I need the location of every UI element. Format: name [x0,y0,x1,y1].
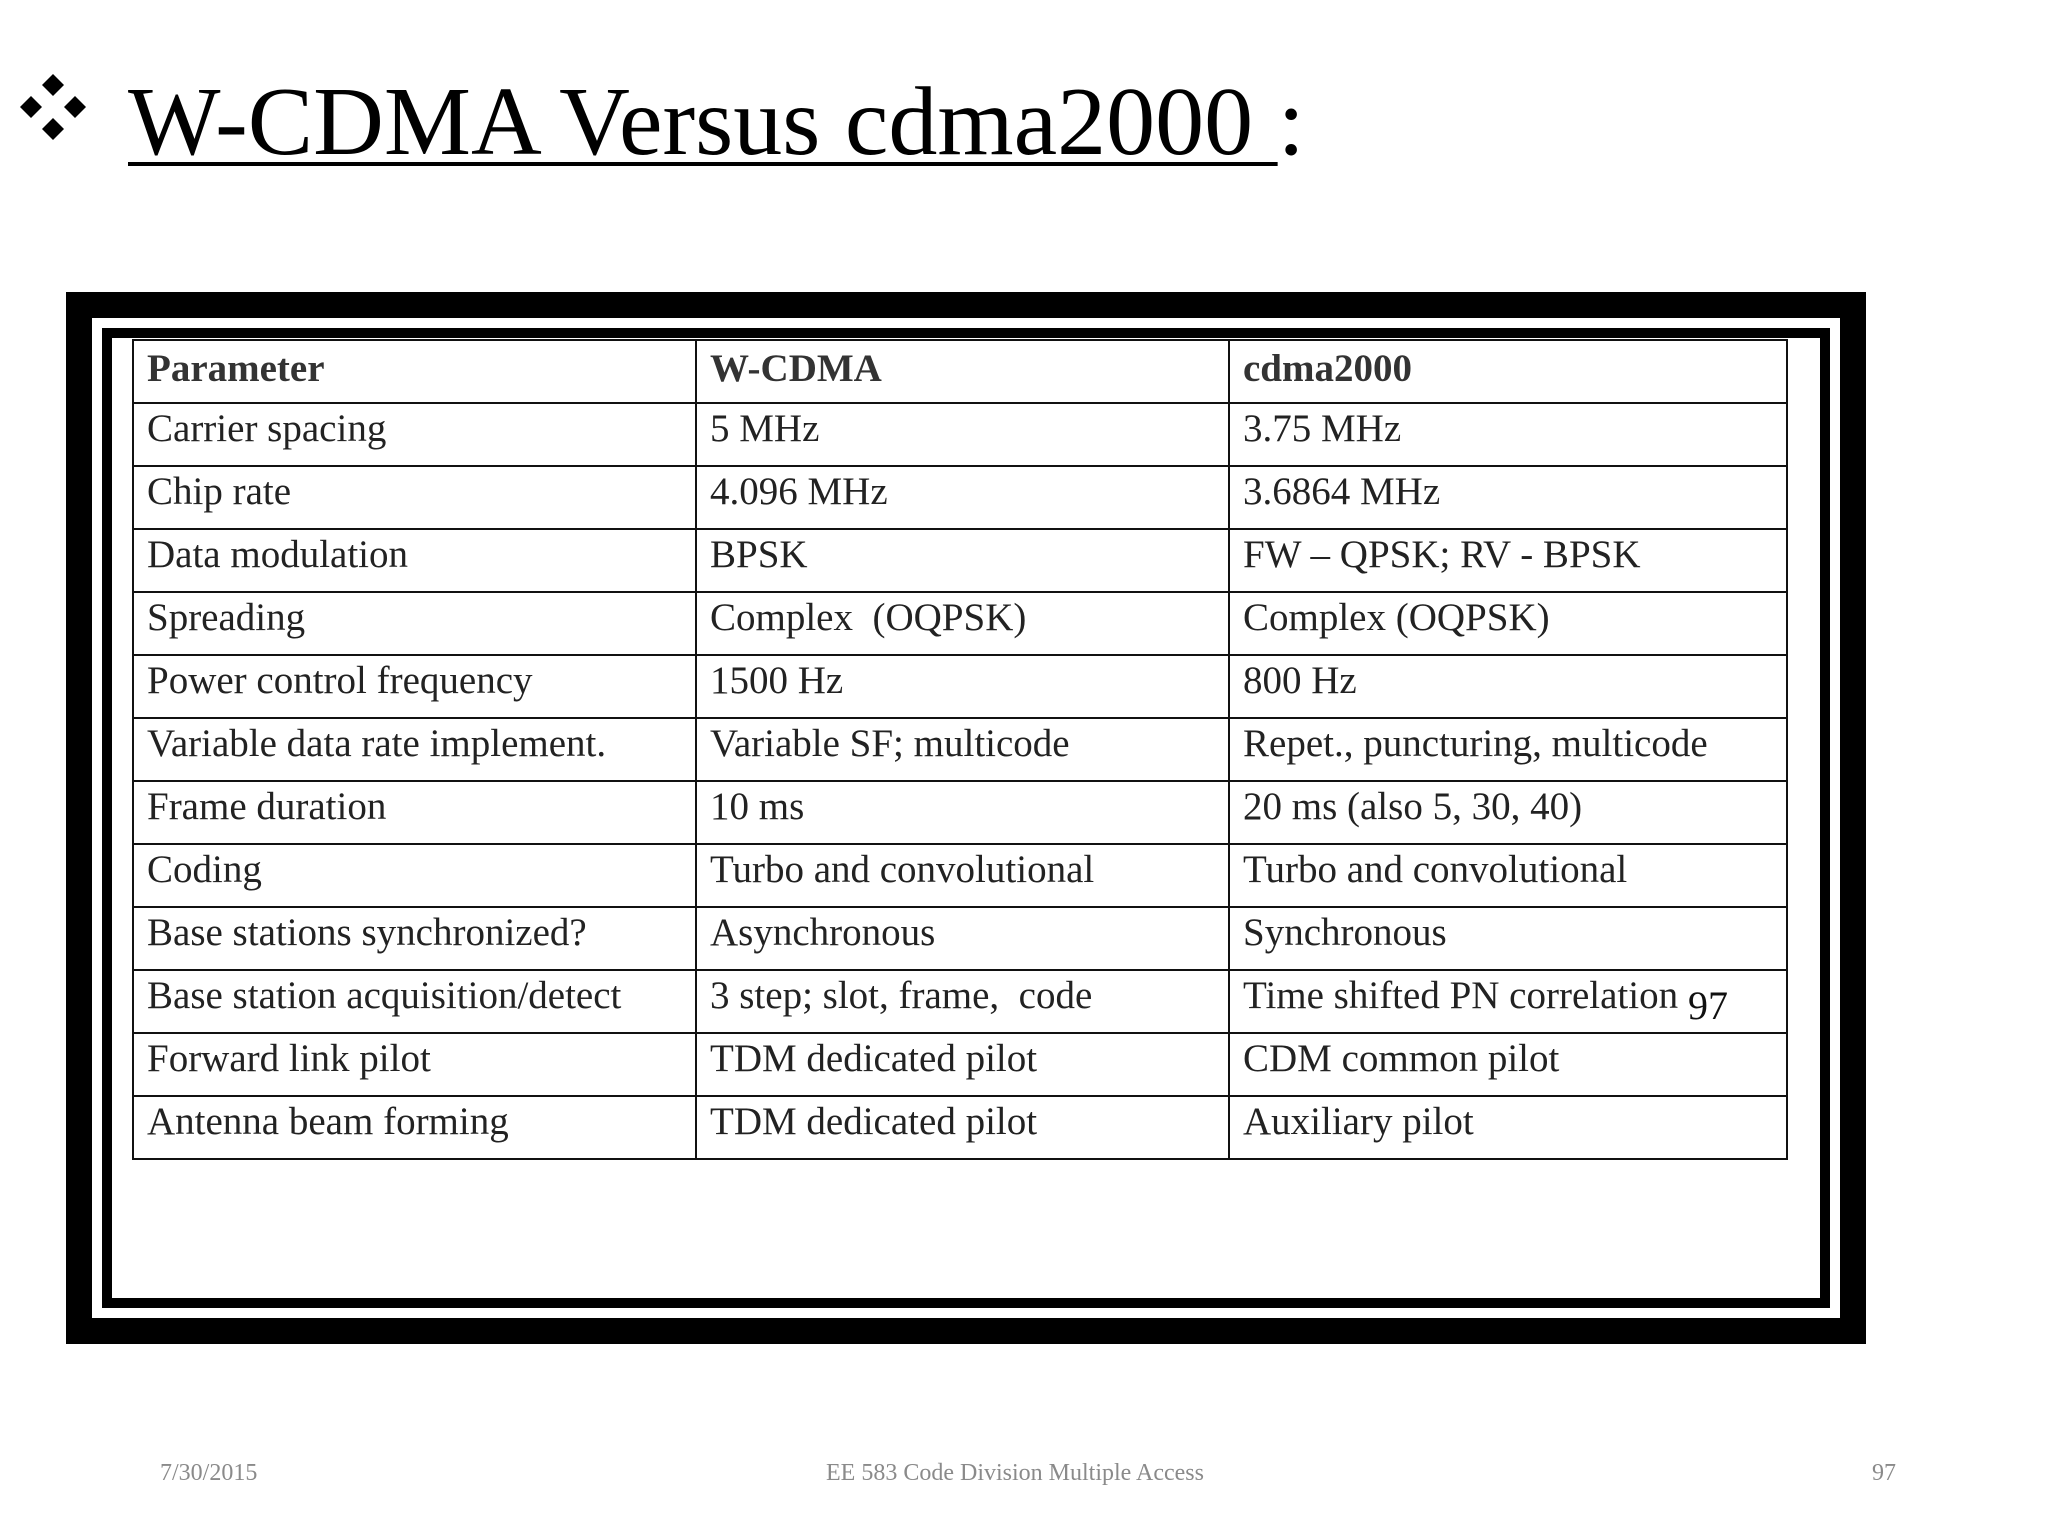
cell-wcdma: 10 ms [696,781,1229,844]
cell-wcdma: Variable SF; multicode [696,718,1229,781]
table-row [133,718,1787,781]
comparison-table [132,339,1788,1160]
cell-parameter: Coding [133,844,696,907]
cell-cdma2000: Time shifted PN correlation [1229,970,1787,1033]
cell-parameter: Data modulation [133,529,696,592]
cell-wcdma: 3 step; slot, frame, code [696,970,1229,1033]
table-row [133,907,1787,970]
cell-cdma2000: Complex (OQPSK) [1229,592,1787,655]
cell-cdma2000: 800 Hz [1229,655,1787,718]
cell-wcdma: TDM dedicated pilot [696,1096,1229,1159]
table-row [133,655,1787,718]
cell-parameter: Frame duration [133,781,696,844]
cell-wcdma: TDM dedicated pilot [696,1033,1229,1096]
cell-cdma2000: FW – QPSK; RV - BPSK [1229,529,1787,592]
cell-wcdma: Turbo and convolutional [696,844,1229,907]
header-wcdma: W-CDMA [696,340,1229,403]
cell-cdma2000: 3.6864 MHz [1229,466,1787,529]
footer-page-number: 97 [1872,1460,1896,1486]
table-row [133,592,1787,655]
cell-cdma2000: Auxiliary pilot [1229,1096,1787,1159]
table-row [133,403,1787,466]
cell-cdma2000: 20 ms (also 5, 30, 40) [1229,781,1787,844]
cell-wcdma: Complex (OQPSK) [696,592,1229,655]
cell-cdma2000: Repet., puncturing, multicode [1229,718,1787,781]
slide-title [128,62,1305,182]
cell-wcdma: Asynchronous [696,907,1229,970]
cell-cdma2000: Turbo and convolutional [1229,844,1787,907]
slide-title-colon: : [1277,68,1305,176]
cell-cdma2000: 3.75 MHz [1229,403,1787,466]
table-row [133,1033,1787,1096]
table-header-row [133,340,1787,403]
cell-parameter: Carrier spacing [133,403,696,466]
header-cdma2000: cdma2000 [1229,340,1787,403]
table-row [133,970,1787,1033]
cell-parameter: Forward link pilot [133,1033,696,1096]
table-row [133,781,1787,844]
cell-parameter: Base station acquisition/detect [133,970,696,1033]
table-row [133,844,1787,907]
table-image-page-number: 97 [1688,983,1728,1028]
cell-cdma2000: CDM common pilot [1229,1033,1787,1096]
cell-wcdma: 5 MHz [696,403,1229,466]
cell-parameter: Chip rate [133,466,696,529]
table-row [133,466,1787,529]
cell-parameter: Spreading [133,592,696,655]
header-parameter: Parameter [133,340,696,403]
cell-parameter: Base stations synchronized? [133,907,696,970]
footer-date: 7/30/2015 [160,1460,258,1486]
cell-cdma2000: Synchronous [1229,907,1787,970]
cell-parameter: Antenna beam forming [133,1096,696,1159]
slide-title-text: W-CDMA Versus cdma2000 [128,68,1278,176]
cell-parameter: Variable data rate implement. [133,718,696,781]
footer-course-title: EE 583 Code Division Multiple Access [826,1460,1204,1486]
table-row [133,529,1787,592]
table-row [133,1096,1787,1159]
cell-wcdma: BPSK [696,529,1229,592]
cell-parameter: Power control frequency [133,655,696,718]
cell-wcdma: 4.096 MHz [696,466,1229,529]
cell-wcdma: 1500 Hz [696,655,1229,718]
four-diamond-bullet-icon [18,72,88,142]
